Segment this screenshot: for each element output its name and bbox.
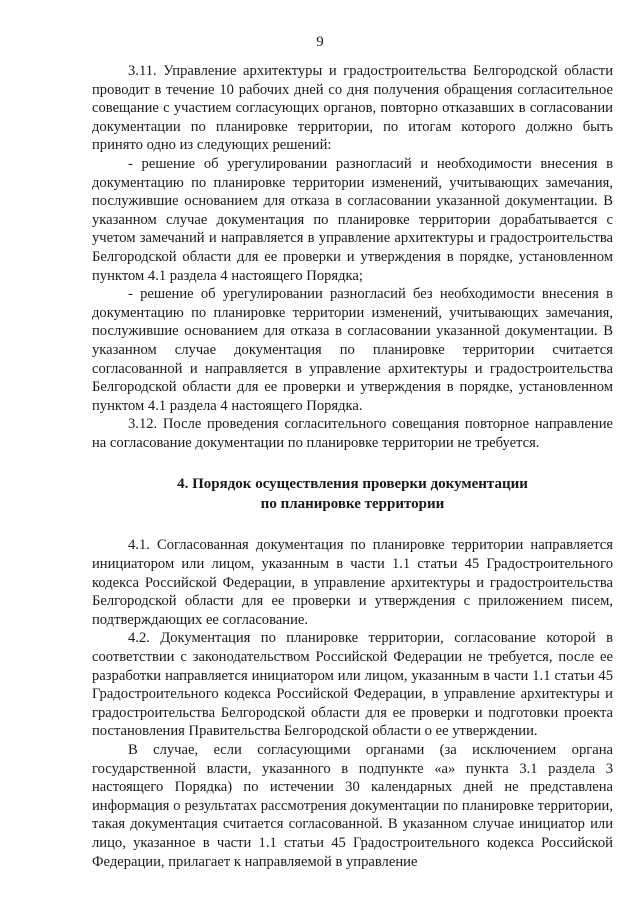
paragraph-in-case: В случае, если согласующими органами (за исключением органа государственной власти, указанного в подпункте «а» пункта 3.1 раздела 3 настоящего Порядка) по истечении 30 календарных дней не представлена информация о результатах рассмотрения документации по планировке территории, такая документация считается согласованной. В указанном случае инициатор или лицо, указанное в части 1.1 статьи 45 Градостроительного кодекса Российской Федерации, прилагает к направляемой в управление: [92, 742, 613, 870]
document-body: [92, 62, 613, 871]
paragraph-3-11: 3.11. Управление архитектуры и градостроительства Белгородской области проводит в течение 10 рабочих дней со дня получения обращения согласительное совещание с участием согласующих органов, повторно отказавших в согласовании документации по планировке территории, по итогам которого должно быть принято одно из следующих решений:: [92, 63, 613, 154]
paragraph-3-12: 3.12. После проведения согласительного совещания повторное направление на согласование документации по планировке территории не требуется.: [92, 416, 613, 451]
paragraph-decision-without-changes: - решение об урегулировании разногласий без необходимости внесения в документацию по планировке территории изменений, учитывающих замечания, послужившие основанием для отказа в согласовании указанной документации. В указанном случае документация по планировке территории считается согласованной и направляется в управление архитектуры и градостроительства Белгородской области для ее проверки и утверждения в порядке, установленном пунктом 4.1 раздела 4 настоящего Порядка.: [92, 286, 613, 414]
section-4-heading: [92, 474, 613, 514]
paragraph-decision-with-changes: - решение об урегулировании разногласий и необходимости внесения в документацию по планировке территории изменений, учитывающих замечания, послужившие основанием для отказа в согласовании указанной документации. В указанном случае документация по планировке территории дорабатывается с учетом замечаний и направляется в управление архитектуры и градостроительства Белгородской области для ее проверки и утверждения в порядке, установленном пунктом 4.1 раздела 4 настоящего Порядка;: [92, 155, 613, 284]
page-number: 9: [316, 34, 324, 50]
section-4-heading-line1: 4. Порядок осуществления проверки документации: [177, 476, 528, 493]
paragraph-4-2: 4.2. Документация по планировке территории, согласование которой в соответствии с законодательством Российской Федерации не требуется, после ее разработки направляется инициатором или лицом, указанным в части 1.1 статьи 45 Градостроительного кодекса Российской Федерации, в управление архитектуры и градостроительства Белгородской области для ее проверки и подготовки проекта постановления Правительства Белгородской области о ее утверждении.: [92, 630, 613, 740]
paragraph-4-1: 4.1. Согласованная документация по планировке территории направляется инициатором или лицом, указанным в части 1.1 статьи 45 Градостроительного кодекса Российской Федерации, в управление архитектуры и градостроительства Белгородской области для ее проверки и утверждения с приложением писем, подтверждающих ее согласование.: [92, 537, 613, 628]
section-4-heading-line2: по планировке территории: [260, 496, 445, 513]
